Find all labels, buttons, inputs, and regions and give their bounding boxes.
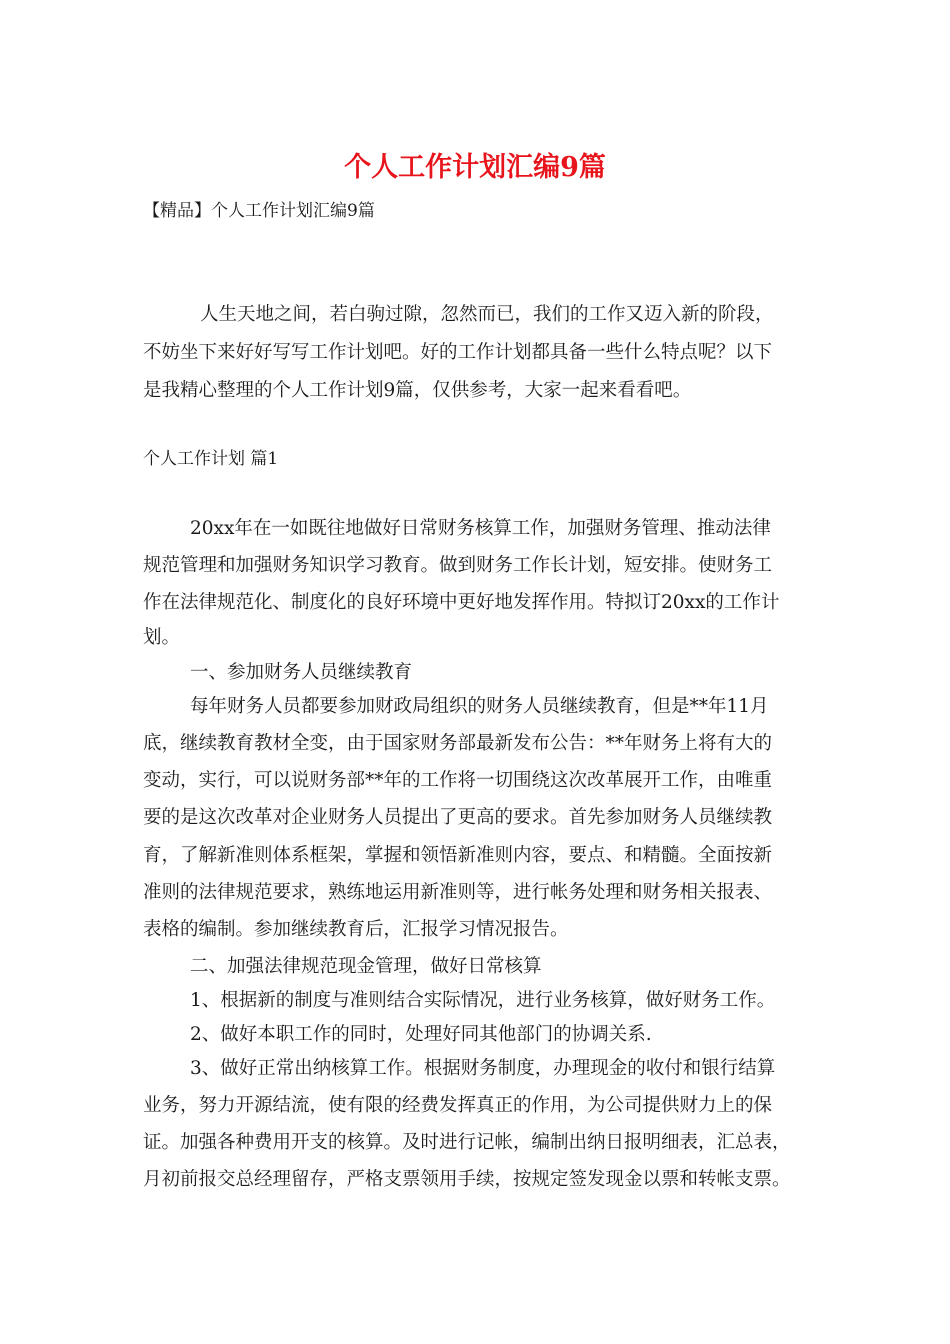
body-line: 3、做好正常出纳核算工作。根据财务制度，办理现金的收付和银行结算: [190, 1058, 776, 1079]
body-line: 变动，实行，可以说财务部**年的工作将一切围绕这次改革展开工作，由唯重: [143, 770, 773, 791]
body-line: 证。加强各种费用开支的核算。及时进行记帐，编制出纳日报明细表，汇总表，: [143, 1132, 791, 1153]
body-line: 业务，努力开源结流，使有限的经费发挥真正的作用，为公司提供财力上的保: [143, 1095, 773, 1116]
intro-line: 不妨坐下来好好写写工作计划吧。好的工作计划都具备一些什么特点呢？以下: [143, 342, 773, 363]
section-heading: 个人工作计划 篇1: [143, 449, 279, 469]
body-line: 1、根据新的制度与准则结合实际情况，进行业务核算，做好财务工作。: [190, 990, 776, 1011]
intro-line: 人生天地之间，若白驹过隙，忽然而已，我们的工作又迈入新的阶段，: [200, 304, 774, 325]
body-line: 作在法律规范化、制度化的良好环境中更好地发挥作用。特拟订20xx的工作计: [143, 592, 780, 613]
document-subtitle: 【精品】个人工作计划汇编9篇: [143, 201, 375, 221]
body-line: 2、做好本职工作的同时，处理好同其他部门的协调关系.: [190, 1024, 652, 1045]
intro-line: 是我精心整理的个人工作计划9篇，仅供参考，大家一起来看看吧。: [143, 380, 692, 401]
body-line: 育，了解新准则体系框架，掌握和领悟新准则内容，要点、和精髓。全面按新: [143, 845, 773, 866]
document-title: 个人工作计划汇编9篇: [344, 152, 606, 183]
body-line: 20xx年在一如既往地做好日常财务核算工作，加强财务管理、推动法律: [190, 518, 771, 539]
body-line: 准则的法律规范要求，熟练地运用新准则等，进行帐务处理和财务相关报表、: [143, 882, 773, 903]
body-line: 每年财务人员都要参加财政局组织的财务人员继续教育，但是**年11月: [190, 696, 769, 717]
body-heading-line: 二、加强法律规范现金管理，做好日常核算: [190, 956, 542, 977]
body-heading-line: 一、参加财务人员继续教育: [190, 662, 413, 683]
body-line: 底，继续教育教材全变，由于国家财务部最新发布公告：**年财务上将有大的: [143, 733, 773, 754]
body-line: 要的是这次改革对企业财务人员提出了更高的要求。首先参加财务人员继续教: [143, 807, 773, 828]
body-line: 月初前报交总经理留存，严格支票领用手续，按规定签发现金以票和转帐支票。: [143, 1169, 791, 1190]
body-line: 表格的编制。参加继续教育后，汇报学习情况报告。: [143, 919, 569, 940]
body-line: 规范管理和加强财务知识学习教育。做到财务工作长计划，短安排。使财务工: [143, 555, 773, 576]
body-line: 划。: [143, 627, 181, 648]
